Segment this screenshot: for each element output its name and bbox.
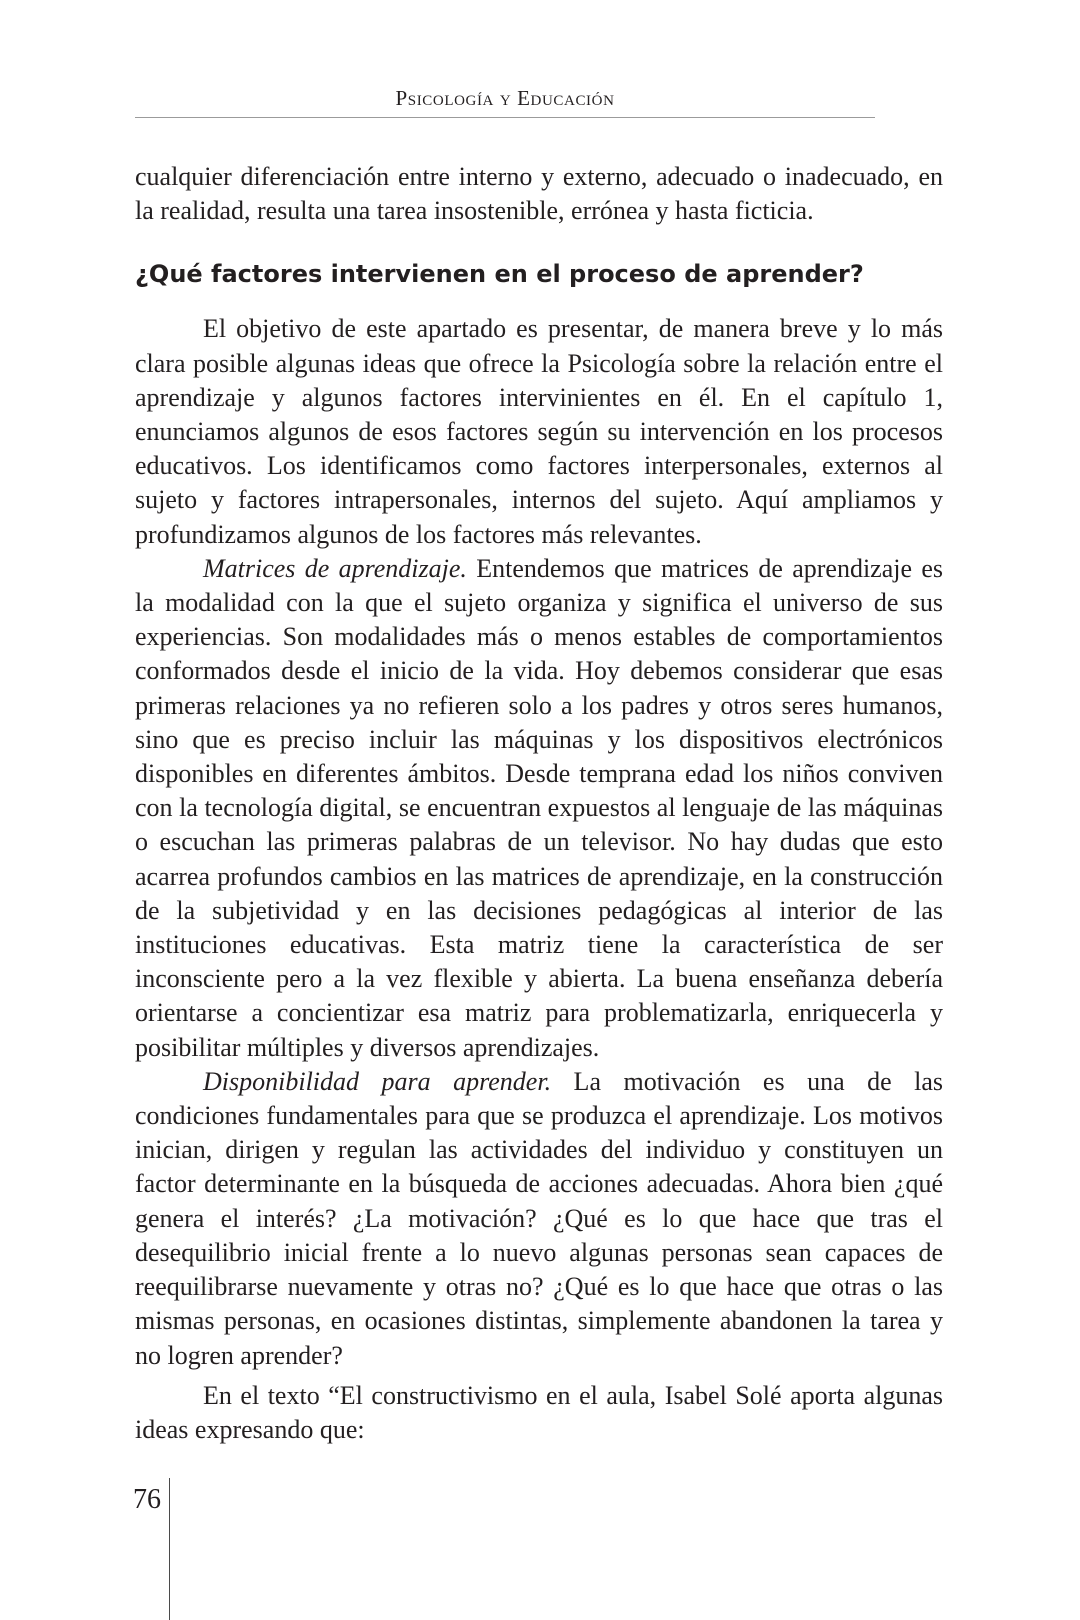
running-header: Psicología y Educación	[395, 86, 615, 110]
disponibilidad-text: La motivación es una de las condiciones fundamentales para que se produzca el aprendizaje. Los motivos inician, dirigen y regulan las actividades del individuo y constituyen un factor determinante en la búsqueda de acciones adecuadas. Ahora bien ¿qué genera el interés? ¿La motivación? ¿Qué es lo que hace que tras el desequilibrio inicial frente a lo nuevo algunas personas sean capaces de reequilibrarse nuevamente y otras no? ¿Qué es lo que hace que otras o las mismas personas, en ocasiones distintas, simplemente abandonen la tarea y no logren aprender?	[135, 1066, 943, 1370]
intro-paragraph: El objetivo de este apartado es presentar, de manera breve y lo más clara posible algunas ideas que ofrece la Psicología sobre la relación entre el aprendizaje y algunos factores intervinientes en él. En el capítulo 1, enunciamos algunos de esos factores según su intervención en los procesos educativos. Los identificamos como factores interpersonales, externos al sujeto y factores intrapersonales, internos del sujeto. Aquí ampliamos y profundizamos algunos de los factores más relevantes.	[135, 314, 943, 549]
disponibilidad-lead-in: Disponibilidad para aprender.	[203, 1066, 552, 1096]
matrices-text: Entendemos que matrices de aprendizaje es la modalidad con la que el sujeto organiza y significa el universo de sus experiencias. Son modalidades más o menos estables de comportamientos conformados desde el inicio de la vida. Hoy debemos considerar que esas primeras relaciones ya no refieren solo a los padres y otros seres humanos, sino que es preciso incluir las máquinas y los dispositivos electrónicos disponibles en diferentes ámbitos. Desde temprana edad los niños conviven con la tecnología digital, se encuentran expuestos al lenguaje de las máquinas o escuchan las primeras palabras de un televisor. No hay dudas que esto acarrea profundos cambios en las matrices de aprendizaje, en la construcción de la subjetividad y en las decisiones pedagógicas al interior de las instituciones educativas. Esta matriz tiene la característica de ser inconsciente pero a la vez flexible y abierta. La buena enseñanza debería orientarse a concientizar esa matriz para problematizarla, enriquecerla y posibilitar múltiples y diversos aprendizajes.	[135, 553, 944, 1062]
matrices-paragraph	[135, 552, 943, 1065]
header-divider	[135, 117, 875, 118]
page-number: 76	[133, 1484, 161, 1515]
footer-vertical-rule	[169, 1478, 170, 1620]
sole-paragraph: En el texto “El constructivismo en el aula, Isabel Solé aporta algunas ideas expresando que:	[135, 1380, 943, 1444]
disponibilidad-paragraph	[135, 1065, 943, 1373]
continued-paragraph: cualquier diferenciación entre interno y externo, adecuado o inadecuado, en la realidad, resulta una tarea insostenible, errónea y hasta ficticia.	[135, 162, 943, 226]
matrices-lead-in: Matrices de aprendizaje.	[203, 553, 467, 583]
page-body	[135, 160, 943, 1447]
section-heading: ¿Qué factores intervienen en el proceso de aprender?	[135, 260, 864, 289]
